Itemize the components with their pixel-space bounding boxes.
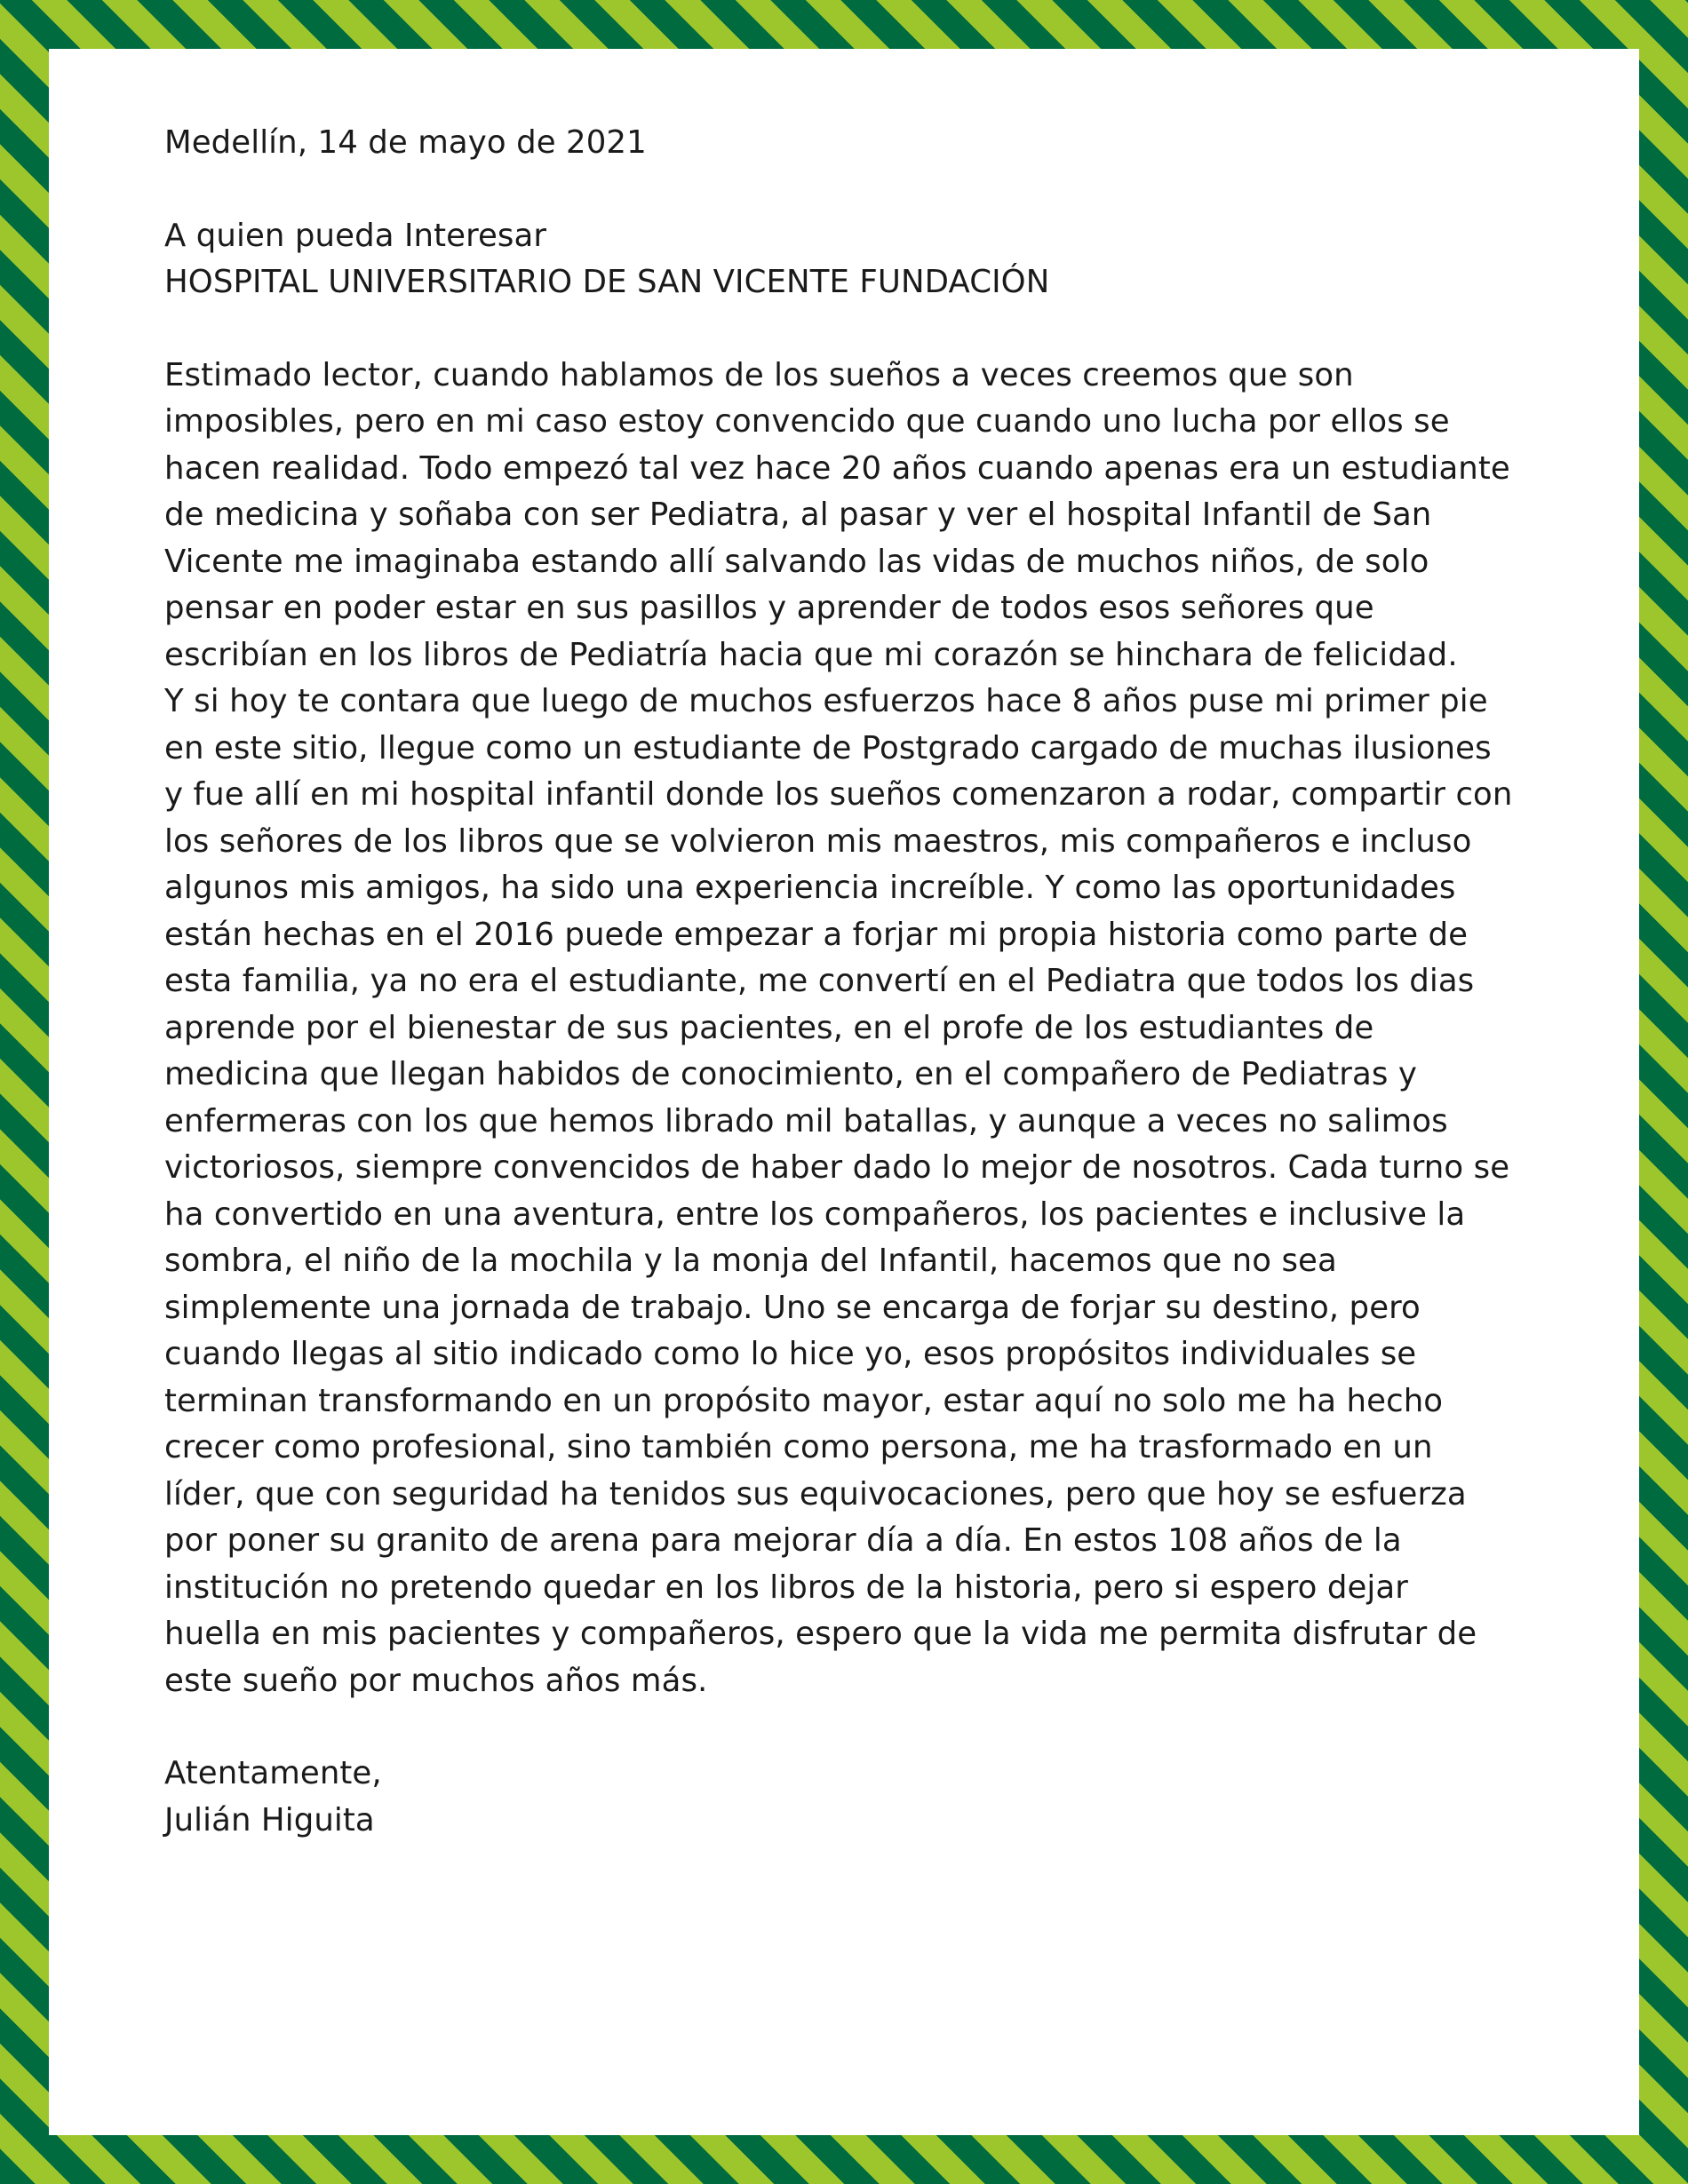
spacer (164, 1704, 1515, 1751)
closing-line: Atentamente, (164, 1755, 382, 1791)
date-line: Medellín, 14 de mayo de 2021 (164, 124, 647, 161)
body-paragraph-1: Estimado lector, cuando hablamos de los sueños a veces creemos que son imposibles, pero en mi caso estoy convencido que cuando uno lucha por ellos se hacen realidad. Todo empezó tal vez hace 20 años cuando apenas era un estudiante de medicina y soñaba con ser Pediatra, al pasar y ver el hospital Infantil de San Vicente me imaginaba estando allí salvando las vidas de muchos niños, de solo pensar en poder estar en sus pasillos y aprender de todos esos señores que escribían en los libros de Pediatría hacia que mi corazón se hinchara de felicidad. (164, 356, 1510, 673)
spacer (164, 306, 1515, 353)
signature-name: Julián Higuita (164, 1801, 375, 1839)
letter-content (164, 120, 1515, 1844)
recipient-line: A quien pueda Interesar (164, 217, 547, 254)
spacer (164, 167, 1515, 213)
body-paragraph-2: Y si hoy te contara que luego de muchos esfuerzos hace 8 años puse mi primer pie en este sitio, llegue como un estudiante de Postgrado cargado de muchas ilusiones y fue allí en mi hospital infantil donde los sueños comenzaron a rodar, compartir con los señores de los libros que se volvieron mis maestros, mis compañeros e incluso algunos mis amigos, ha sido una experiencia increíble. Y como las oportunidades están hechas en el 2016 puede empezar a forjar mi propia historia como parte de esta familia, ya no era el estudiante, me convertí en el Pediatra que todos los dias aprende por el bienestar de sus pacientes, en el profe de los estudiantes de medicina que llegan habidos de conocimiento, en el compañero de Pediatras y enfermeras con los que hemos librado mil batallas, y aunque a veces no salimos victoriosos, siempre convencidos de haber dado lo mejor de nosotros. Cada turno se ha convertido en una aventura, entre los compañeros, los pacientes e inclusive la sombra, el niño de la mochila y la monja del Infantil, hacemos que no sea simplemente una jornada de trabajo. Uno se encarga de forjar su destino, pero cuando llegas al sitio indicado como lo hice yo, esos propósitos individuales se terminan transformando en un propósito mayor, estar aquí no solo me ha hecho crecer como profesional, sino también como persona, me ha trasformado en un líder, que con seguridad ha tenidos sus equivocaciones, pero que hoy se esfuerza por poner su granito de arena para mejorar día a día. En estos 108 años de la institución no pretendo quedar en los libros de la historia, pero si espero dejar huella en mis pacientes y compañeros, espero que la vida me permita disfrutar de este sueño por muchos años más. (164, 683, 1513, 1699)
recipient-institution: HOSPITAL UNIVERSITARIO DE SAN VICENTE FUNDACIÓN (164, 264, 1050, 300)
